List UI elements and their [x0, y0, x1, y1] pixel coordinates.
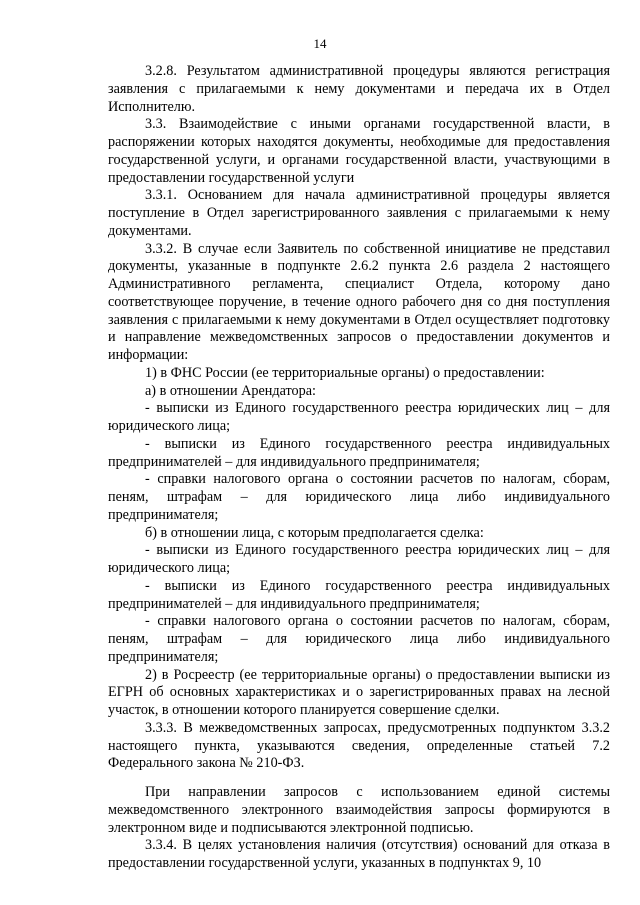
list-item: - выписки из Единого государственного реестра индивидуальных предпринимателей – для индивидуального предпринимателя; [108, 435, 610, 470]
paragraph: 3.3.1. Основанием для начала административной процедуры является поступление в Отдел зарегистрированного заявления с прилагаемыми к нему документами. [108, 187, 610, 239]
list-item: - выписки из Единого государственного реестра юридических лиц – для юридического лица; [108, 400, 610, 434]
list-item: - справки налогового органа о состоянии расчетов по налогам, сборам, пеням, штрафам – для юридического лица либо индивидуального предпринимателя; [108, 471, 610, 523]
list-item: 2) в Росреестр (ее территориальные органы) о предоставлении выписки из ЕГРН об основных характеристиках и о зарегистрированных правах на лесной участок, в отношении которого планируется совершение сделки. [108, 666, 610, 718]
list-item: - выписки из Единого государственного реестра индивидуальных предпринимателей – для индивидуального предпринимателя; [108, 577, 610, 612]
paragraph: 3.3. Взаимодействие с иными органами государственной власти, в распоряжении которых находятся документы, необходимые для предоставления государственной услуги, и органами государственной власти, участвующими в предоставлении государственной услуги [108, 116, 610, 186]
list-item: б) в отношении лица, с которым предполагается сделка: [145, 524, 484, 541]
document-body [108, 63, 610, 873]
paragraph: 3.3.3. В межведомственных запросах, предусмотренных подпунктом 3.3.2 настоящего пункта, указываются сведения, определенные статьей 7.2 Федерального закона № 210-ФЗ. [108, 719, 610, 772]
paragraph: 3.3.2. В случае если Заявитель по собственной инициативе не представил документы, указанные в подпункте 2.6.2 пункта 2.6 раздела 2 настоящего Административного регламента, специалист Отдела, которому дано соответствующее поручение, в течение одного рабочего дня со дня поступления заявления с прилагаемыми к нему документами в Отдел осуществляет подготовку и направление межведомственных запросов о предоставлении документов и информации: [108, 240, 610, 363]
paragraph: При направлении запросов с использованием единой системы межведомственного электронного взаимодействия запросы формируются в электронном виде и подписываются электронной подписью. [108, 784, 610, 836]
paragraph: 3.2.8. Результатом административной процедуры являются регистрация заявления с прилагаемыми к нему документами и передача их в Отдел Исполнителю. [108, 63, 610, 115]
list-item: - справки налогового органа о состоянии расчетов по налогам, сборам, пеням, штрафам – для юридического лица либо индивидуального предпринимателя; [108, 613, 610, 665]
list-item: 1) в ФНС России (ее территориальные органы) о предоставлении: [145, 364, 545, 381]
paragraph: 3.3.4. В целях установления наличия (отсутствия) оснований для отказа в предоставлении государственной услуги, указанных в подпунктах 9, 10 [108, 837, 610, 871]
page-number: 14 [313, 36, 327, 51]
list-item: - выписки из Единого государственного реестра юридических лиц – для юридического лица; [108, 542, 610, 576]
list-item: а) в отношении Арендатора: [145, 382, 316, 399]
